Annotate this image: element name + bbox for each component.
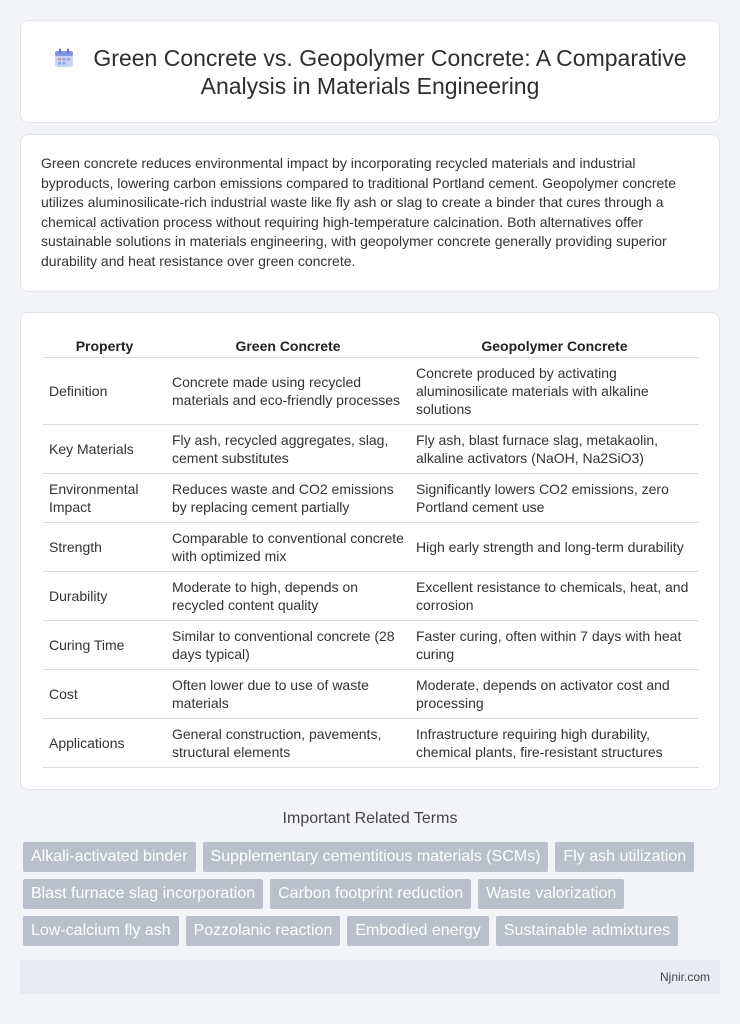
cell-property: Key Materials <box>43 425 166 474</box>
intro-paragraph: Green concrete reduces environmental impact by incorporating recycled materials and industrial byproducts, lowering carbon emissions compared to traditional Portland cement. Geopolymer concrete utilizes aluminosilicate-rich industrial waste like fly ash or slag to create a binder that cures through a chemical activation process without requiring high-temperature calcination. Both alternatives offer sustainable solutions in materials engineering, with geopolymer concrete generally providing superior durability and heat resistance over green concrete. <box>41 155 676 269</box>
related-term-tag[interactable]: Pozzolanic reaction <box>186 916 341 946</box>
cell-geopolymer: Excellent resistance to chemicals, heat, and corrosion <box>410 572 699 621</box>
cell-property: Durability <box>43 572 166 621</box>
related-term-tag[interactable]: Alkali-activated binder <box>23 842 196 872</box>
title-card <box>20 20 720 123</box>
table-row <box>43 572 699 621</box>
table-row <box>43 719 699 768</box>
cell-geopolymer: Infrastructure requiring high durability, chemical plants, fire-resistant structures <box>410 719 699 768</box>
cell-green: Concrete made using recycled materials and eco-friendly processes <box>166 358 410 425</box>
cell-property: Curing Time <box>43 621 166 670</box>
footer <box>20 960 720 994</box>
table-row <box>43 621 699 670</box>
cell-geopolymer: Significantly lowers CO2 emissions, zero Portland cement use <box>410 474 699 523</box>
table-row <box>43 474 699 523</box>
cell-geopolymer: Concrete produced by activating aluminosilicate materials with alkaline solutions <box>410 358 699 425</box>
related-terms-list <box>23 842 723 946</box>
cell-property: Cost <box>43 670 166 719</box>
table-row <box>43 670 699 719</box>
cell-green: Reduces waste and CO2 emissions by replacing cement partially <box>166 474 410 523</box>
header-green-concrete: Green Concrete <box>166 333 410 358</box>
cell-geopolymer: Faster curing, often within 7 days with heat curing <box>410 621 699 670</box>
cell-property: Strength <box>43 523 166 572</box>
related-terms-heading: Important Related Terms <box>282 810 458 827</box>
comparison-table <box>43 333 699 768</box>
footer-site-link[interactable]: Njnir.com <box>659 970 710 984</box>
cell-property: Definition <box>43 358 166 425</box>
related-term-tag[interactable]: Waste valorization <box>478 879 624 909</box>
related-term-tag[interactable]: Carbon footprint reduction <box>270 879 471 909</box>
table-row <box>43 358 699 425</box>
table-row <box>43 425 699 474</box>
cell-green: Comparable to conventional concrete with optimized mix <box>166 523 410 572</box>
table-header-row <box>43 333 699 358</box>
header-property: Property <box>43 333 166 358</box>
cell-green: Similar to conventional concrete (28 days typical) <box>166 621 410 670</box>
related-term-tag[interactable]: Blast furnace slag incorporation <box>23 879 263 909</box>
related-term-tag[interactable]: Supplementary cementitious materials (SCMs) <box>203 842 549 872</box>
page-title-text: Green Concrete vs. Geopolymer Concrete: A Comparative Analysis in Materials Engineering <box>93 44 687 99</box>
related-term-tag[interactable]: Fly ash utilization <box>555 842 694 872</box>
cell-property: Environmental Impact <box>43 474 166 523</box>
table-row <box>43 523 699 572</box>
related-term-tag[interactable]: Sustainable admixtures <box>496 916 678 946</box>
comparison-table-card <box>20 312 720 790</box>
page-title <box>51 44 689 100</box>
cell-green: General construction, pavements, structural elements <box>166 719 410 768</box>
cell-green: Moderate to high, depends on recycled content quality <box>166 572 410 621</box>
cell-geopolymer: High early strength and long-term durability <box>410 523 699 572</box>
header-geopolymer-concrete: Geopolymer Concrete <box>410 333 699 358</box>
cell-green: Often lower due to use of waste materials <box>166 670 410 719</box>
related-term-tag[interactable]: Low-calcium fly ash <box>23 916 179 946</box>
cell-green: Fly ash, recycled aggregates, slag, cement substitutes <box>166 425 410 474</box>
intro-card <box>20 134 720 292</box>
cell-geopolymer: Fly ash, blast furnace slag, metakaolin, alkaline activators (NaOH, Na2SiO3) <box>410 425 699 474</box>
related-term-tag[interactable]: Embodied energy <box>347 916 488 946</box>
cell-geopolymer: Moderate, depends on activator cost and processing <box>410 670 699 719</box>
calendar-icon <box>53 47 75 69</box>
cell-property: Applications <box>43 719 166 768</box>
